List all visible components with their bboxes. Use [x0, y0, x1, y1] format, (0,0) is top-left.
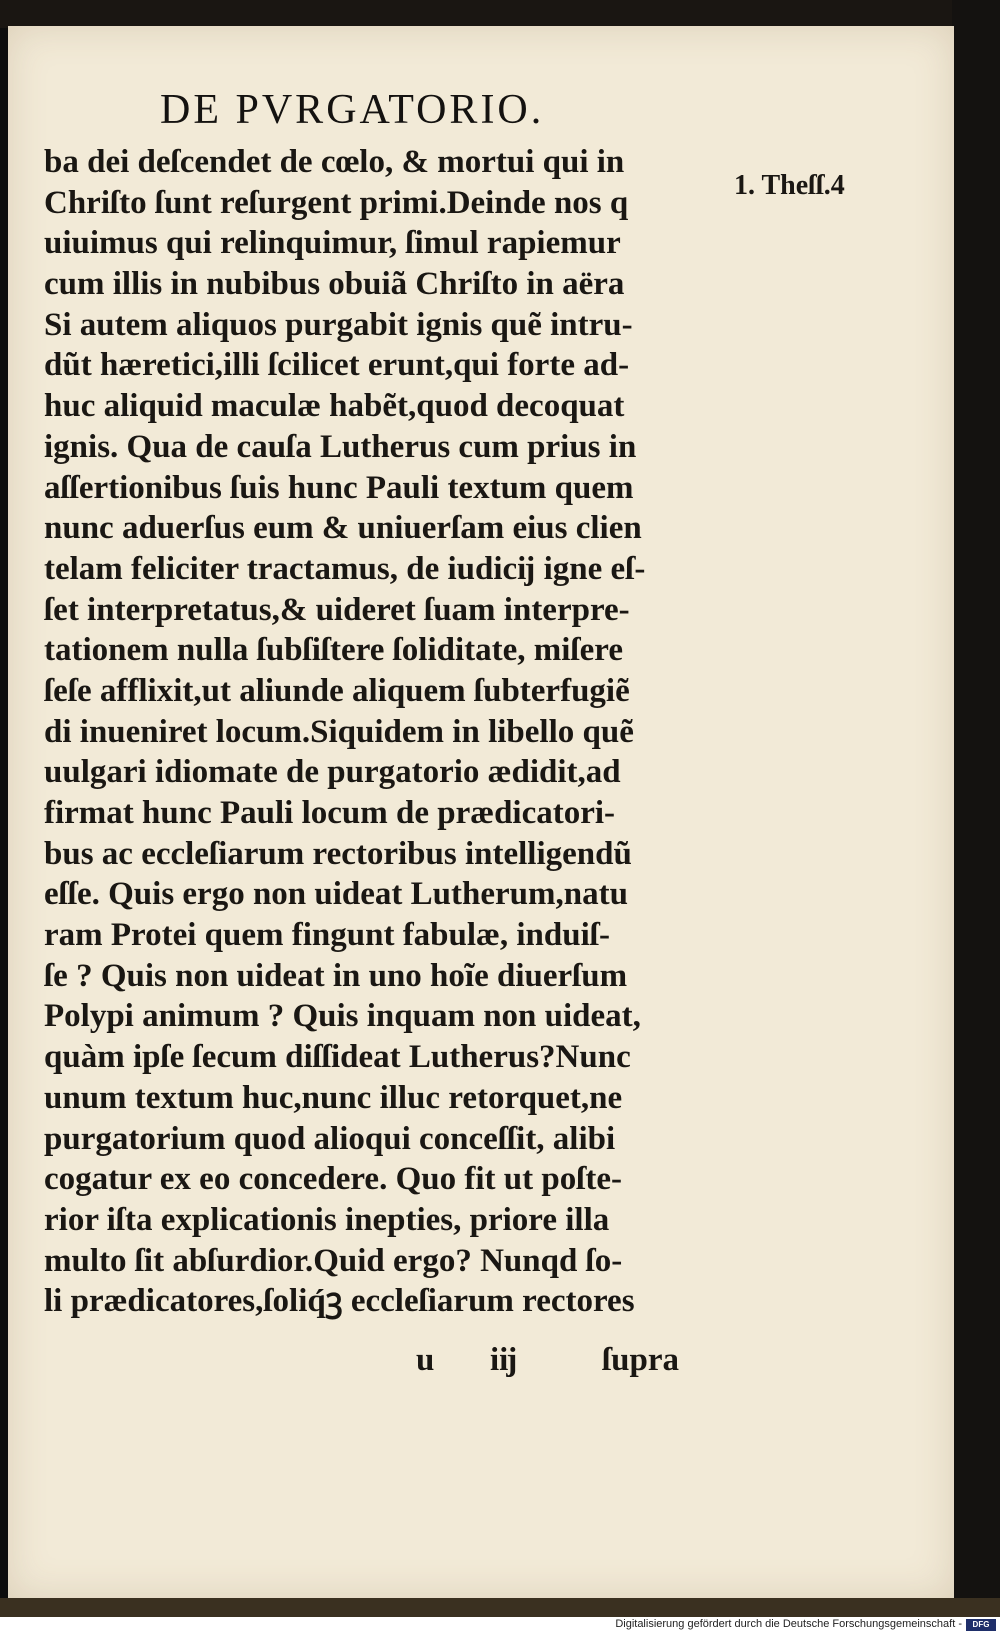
- scan-border-top: [0, 0, 1000, 28]
- text-line: purgatorium quod alioqui conceſſit, alibi: [44, 1120, 616, 1157]
- text-line: dũt hæretici,illi ſcilicet erunt,qui forte ad-: [44, 347, 630, 384]
- text-line: cogatur ex eo concedere. Quo fit ut poſte-: [44, 1161, 622, 1198]
- footer-bar: [0, 1617, 1000, 1633]
- body-text: [44, 142, 724, 1322]
- dfg-logo-icon: DFG: [966, 1619, 996, 1631]
- text-line: li prædicatores,ſoliq́ꝫ eccleſiarum rectores: [44, 1283, 635, 1320]
- footer-credit: Digitalisierung gefördert durch die Deutsche Forschungsgemeinschaft -: [615, 1618, 962, 1630]
- signature-line: [410, 1342, 720, 1386]
- text-line: nunc aduerſus eum & uniuerſam eius clien: [44, 510, 642, 547]
- text-line: huc aliquid maculæ habẽt,quod decoquat: [44, 388, 625, 425]
- text-line: bus ac eccleſiarum rectoribus intelligendũ: [44, 835, 632, 872]
- text-line: Polypi animum ? Quis inquam non uideat,: [44, 998, 641, 1035]
- signature-number: iĳ: [490, 1342, 518, 1378]
- text-line: eſſe. Quis ergo non uideat Lutherum,natu: [44, 876, 628, 913]
- scan-border-bottom: [0, 1598, 1000, 1617]
- catchword: ſupra: [602, 1342, 680, 1378]
- text-line: Chriſto ſunt reſurgent primi.Deinde nos q: [44, 184, 629, 221]
- text-line: quàm ipſe ſecum diſſideat Lutherus?Nunc: [44, 1039, 631, 1076]
- text-line: ſet interpretatus,& uideret ſuam interpre-: [44, 591, 630, 628]
- text-line: tationem nulla ſubſiſtere ſoliditate, miſere: [44, 632, 623, 669]
- text-line: rior iſta explicationis inepties, priore illa: [44, 1201, 610, 1238]
- scan-border-right: [952, 0, 1000, 1633]
- text-line: ram Protei quem fingunt fabulæ, induiſ-: [44, 917, 610, 954]
- text-line: di inueniret locum.Siquidem in libello quẽ: [44, 713, 634, 750]
- text-line: uiuimus qui relinquimur, ſimul rapiemur: [44, 225, 621, 262]
- text-line: firmat hunc Pauli locum de prædicatori-: [44, 795, 616, 831]
- text-line: ba dei deſcendet de cœlo, & mortui qui in: [44, 144, 625, 180]
- text-line: uulgari idiomate de purgatorio ædidit,ad: [44, 754, 621, 791]
- marginal-note: 1. Theſſ.4: [734, 170, 845, 201]
- text-line: multo ſit abſurdior.Quid ergo? Nunqd ſo-: [44, 1242, 623, 1279]
- text-line: cum illis in nubibus obuiã Chriſto in aëra: [44, 266, 625, 303]
- text-line: ſe ? Quis non uideat in uno hoĩe diuerſum: [44, 957, 628, 994]
- text-line: aſſertionibus ſuis hunc Pauli textum quem: [44, 469, 634, 506]
- text-line: Si autem aliquos purgabit ignis quẽ intru-: [44, 306, 633, 343]
- signature-letter: u: [416, 1342, 435, 1378]
- text-line: ignis. Qua de cauſa Lutherus cum prius in: [44, 428, 637, 465]
- text-line: ſeſe afflixit,ut aliunde aliquem ſubterfugiẽ: [44, 672, 630, 709]
- text-line: telam feliciter tractamus, de iudicĳ igne eſ-: [44, 550, 646, 587]
- text-line: unum textum huc,nunc illuc retorquet,ne: [44, 1079, 623, 1116]
- running-head: DE PVRGATORIO.: [160, 87, 545, 133]
